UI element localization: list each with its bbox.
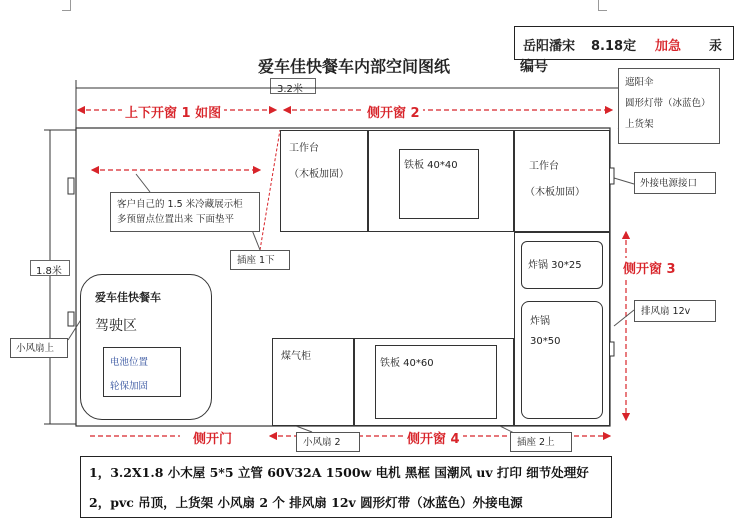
callout-socket-2: 插座 2上 bbox=[510, 432, 572, 452]
battery-wheel-box: 电池位置 轮保加固 bbox=[103, 347, 181, 397]
notes-box bbox=[80, 456, 612, 518]
number-label: 编号 bbox=[520, 59, 548, 75]
callout-exhaust-fan: 排风扇 12v bbox=[634, 300, 716, 322]
callout-external-power: 外接电源接口 bbox=[634, 172, 716, 194]
workbench-left: 工作台 （木板加固） bbox=[280, 130, 368, 232]
fryer-column bbox=[514, 232, 610, 426]
window-label-bottom: 侧开窗 4 bbox=[404, 428, 463, 447]
window-label-top-right: 侧开窗 2 bbox=[364, 102, 423, 121]
cab-brand: 爱车佳快餐车 bbox=[95, 291, 161, 304]
header-trailing: 汞 bbox=[709, 39, 723, 54]
callout-small-fan-2: 小风扇 2 bbox=[296, 432, 360, 452]
callout-roof-items: 遮阳伞 圆形灯带（冰蓝色） 上货架 bbox=[618, 68, 720, 144]
window-label-top-left: 上下开窗 1 如图 bbox=[122, 102, 224, 121]
note-line-2: 2，pvc 吊顶，上货架 小风扇 2 个 排风扇 12v 圆形灯带（冰蓝色）外接电源 bbox=[89, 495, 523, 510]
callout-display-cabinet: 客户自己的 1.5 米冷藏展示柜 多预留点位置出来 下面垫平 bbox=[110, 192, 260, 232]
header-urgent: 加急 bbox=[655, 39, 682, 54]
fryer-large: 炸锅 30*50 bbox=[521, 301, 603, 419]
workbench-right: 工作台 （木板加固） bbox=[514, 130, 610, 232]
page-title: 爱车佳快餐车内部空间图纸 bbox=[258, 57, 451, 76]
door-label: 侧开门 bbox=[190, 428, 235, 447]
length-dimension-label: 3.2米 bbox=[270, 78, 316, 94]
window-label-right: 侧开窗 3 bbox=[620, 258, 679, 277]
iron-plate-top-zone bbox=[368, 130, 514, 232]
callout-socket-1: 插座 1下 bbox=[230, 250, 290, 270]
iron-plate-top: 铁板 40*40 bbox=[399, 149, 479, 219]
iron-plate-bottom: 铁板 40*60 bbox=[375, 345, 497, 419]
callout-small-fan-upper: 小风扇上 bbox=[10, 338, 68, 358]
note-line-1: 1，3.2X1.8 小木屋 5*5 立管 60V32A 1500w 电机 黑框 国潮风 uv 打印 细节处理好 bbox=[89, 465, 589, 480]
gas-cabinet: 煤气柜 bbox=[272, 338, 354, 426]
width-dimension-label: 1.8米 bbox=[30, 260, 70, 276]
header-customer: 岳阳潘宋 bbox=[523, 39, 576, 54]
header-date: 8.18定 bbox=[591, 39, 637, 54]
cab-area bbox=[80, 274, 212, 420]
cab-label: 驾驶区 bbox=[95, 318, 137, 334]
iron-plate-bottom-zone bbox=[354, 338, 514, 426]
fryer-small: 炸锅 30*25 bbox=[521, 241, 603, 289]
